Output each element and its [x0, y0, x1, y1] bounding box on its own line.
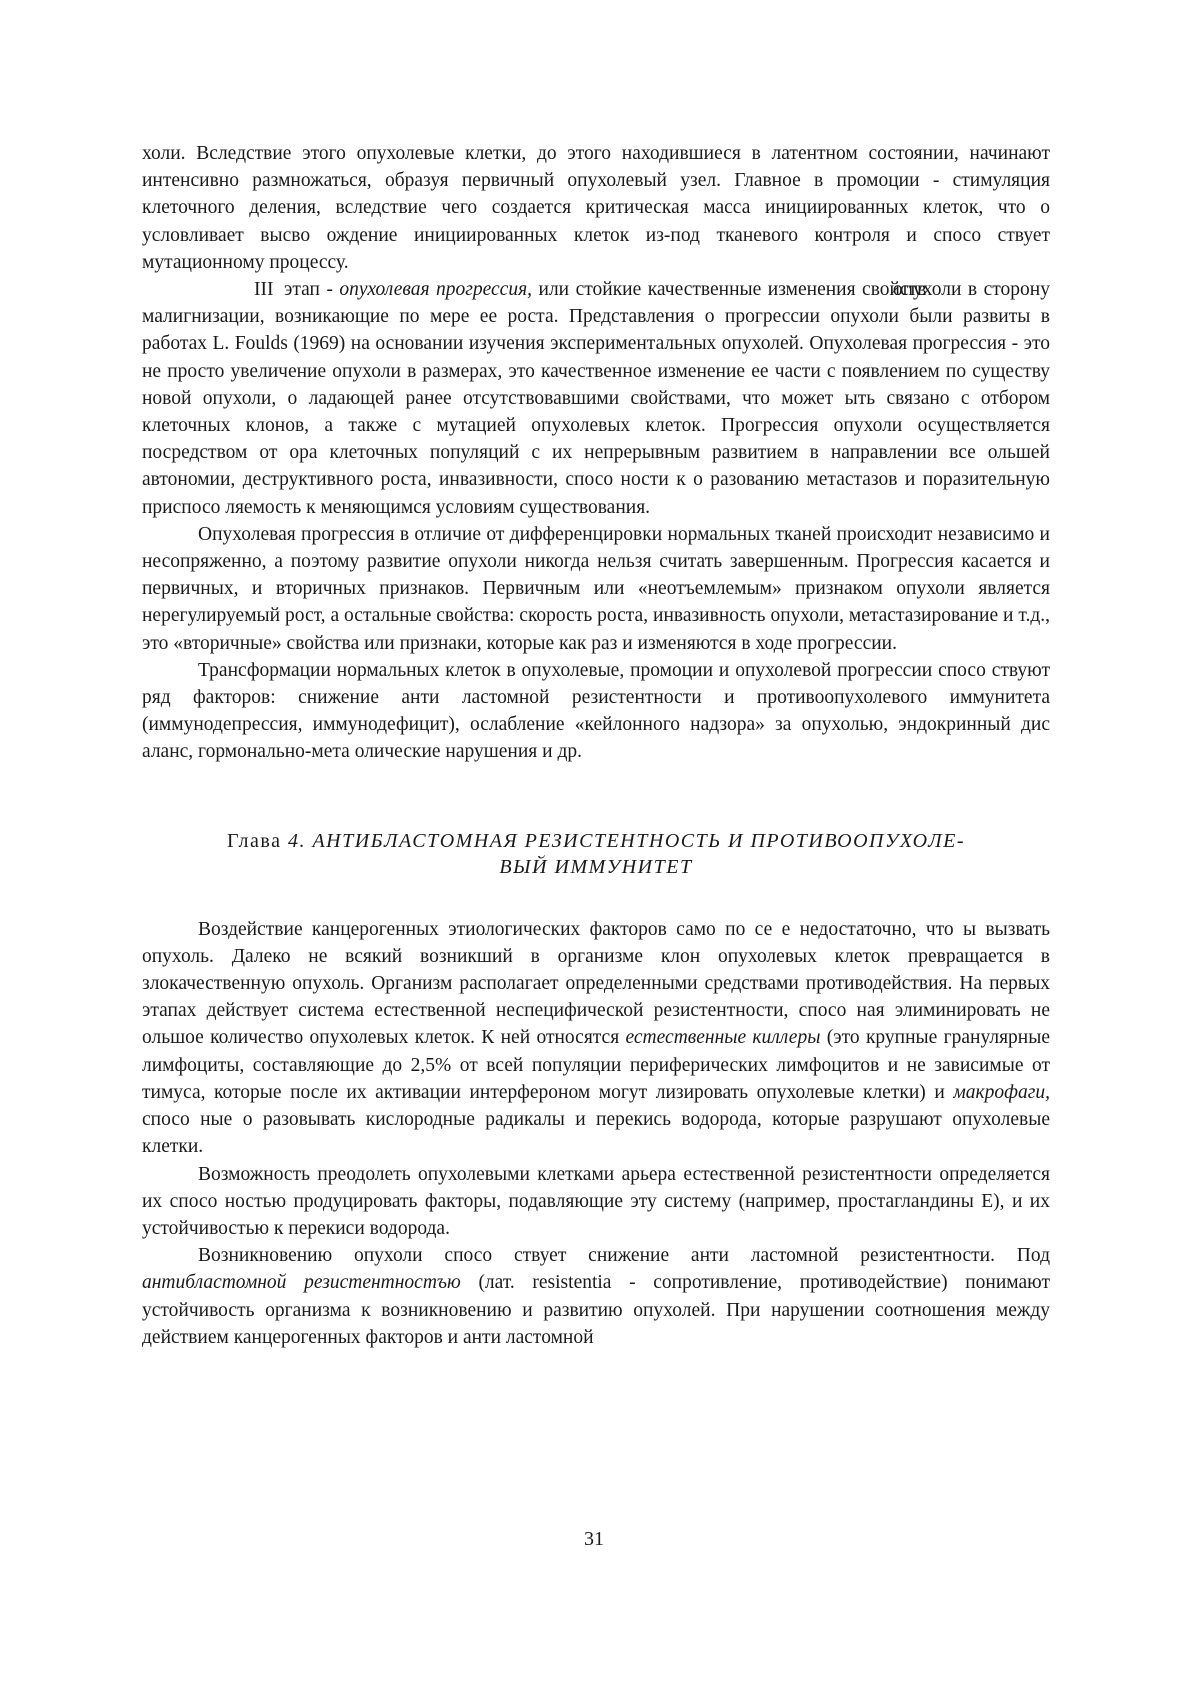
- text-run: Возникновению опухоли спосо ствует снижение анти ластомной резистентности. Под: [198, 1245, 1050, 1267]
- text-run: Воздействие канцерогенных этиологических факторов само по се е недостаточно, что ы вызвать опухоль. Далеко не всякий возникший в организме клон опухолевых клеток превращается в злокачественную опухоль. Организм располагает определенными средствами противодействия. На первых этапах действует система естественной неспецифической резистентности, спосо ная элиминировать не ольшое количество опухолевых клеток. К ней относятся: [142, 918, 1050, 1049]
- chapter-heading-line1: [142, 828, 1050, 854]
- stage-rest-first: или стойкие качественные изменения свойств: [532, 279, 927, 301]
- chapter-heading: [142, 828, 1050, 880]
- progression-first-line: [198, 279, 926, 300]
- chapter-title-line2: ВЫЙ ИММУНИТЕТ: [499, 855, 693, 878]
- paragraph-progression-independence: Опухолевая прогрессия в отличие от дифференцировки нормальных тканей происходит независимо и несопряженно, а поэтому развитие опухоли никогда нельзя считать завершенным. Прогрессия касается и первичных, и вторичных признаков. Первичным или «неотъемлемым» признаком опухоли является нерегулируемый рост, а остальные свойства: скорость роста, инвазивность опухоли, метастазирование и т.д., это «вторичные» свойства или признаки, которые как раз и изменяются в ходе прогрессии.: [142, 523, 1050, 654]
- paragraph-barrier: Возможность преодолеть опухолевыми клетками арьера естественной резистентности определяется их спосо ностью продуцировать факторы, подавляющие эту систему (например, простагландины Е), и их устойчивостью к перекиси водорода.: [142, 1163, 1050, 1239]
- text-run: (это крупные гранулярные лимфоциты, составляющие до 2,5% от всей популяции периферических лимфоцитов и не зависимые от тимуса, которые после их активации интерфероном могут лизировать опухолевые клетки) и: [142, 1027, 1050, 1103]
- stage-lead: этап -: [284, 279, 340, 301]
- paragraph-transformation-factors: Трансформации нормальных клеток в опухолевые, промоции и опухолевой прогрессии спосо ствуют ряд факторов: снижение анти ластомной резистентности и противоопухолевого иммунитета (иммунодепрессия, иммунодефицит), ослабление «кейлонного надзора» за опухолью, эндокринный дис аланс, гормонально-мета олические нарушения и др.: [142, 659, 1050, 763]
- text-run: (лат. resistentia - сопротивление, противодействие) понимают устойчивость организма к возникновению и развитию опухолей. При нарушении соотношения между действием канцерогенных факторов и анти ластомной: [142, 1272, 1050, 1348]
- text-run: спосо ные о разовывать кислородные радикалы и перекись водорода, которые разрушают опухолевые клетки.: [142, 1109, 1050, 1158]
- term-antiblastoma-resistance: антибластомной резистентностъю: [142, 1272, 461, 1294]
- paragraph-natural-resistance: [142, 916, 1050, 1161]
- term-tumor-progression: опухолевая прогрессия,: [339, 279, 533, 301]
- paragraph-antiblastoma-resistance: [142, 1242, 1050, 1351]
- page-body: [142, 140, 1050, 1351]
- paragraph-progression: [142, 276, 1050, 521]
- paragraph-promotion: холи. Вследствие этого опухолевые клетки, до этого находившиеся в латентном состоянии, начинают интенсивно размножаться, образуя первичный опухолевый узел. Главное в промоции - стимуляция клеточного деления, вследствие чего создается критическая масса инициированных клеток, что о условливает высво ождение инициированных клеток из-под тканевого контроля и спосо ствует мутационному процессу.: [142, 143, 1050, 273]
- page-number: 31: [584, 1528, 604, 1550]
- stage-number: III: [254, 279, 274, 301]
- chapter-title-line1: АНТИБЛАСТОМНАЯ РЕЗИСТЕНТНОСТЬ И ПРОТИВООПУХОЛЕ-: [305, 829, 965, 852]
- term-macrophages: макрофаги,: [953, 1081, 1050, 1103]
- term-natural-killers: естественные киллеры: [625, 1027, 821, 1049]
- chapter-number: 4.: [287, 829, 306, 852]
- chapter-label: Глава: [226, 829, 288, 852]
- stage-rest: опухоли в сторону малигнизации, возникающие по мере ее роста. Представления о прогрессии опухоли были развиты в работах L. Foulds (1969) на основании изучения экспериментальных опухолей. Опухолевая прогрессия - это не просто увеличение опухоли в размерах, это качественное изменение ее части с появлением по существу новой опухоли, о ладающей ранее отсутствовавшими свойствами, что может ыть связано с отбором клеточных клонов, а также с мутацией опухолевых клеток. Прогрессия опухоли осуществляется посредством от ора клеточных популяций с их непрерывным развитием в направлении все ольшей автономии, деструктивного роста, инвазивности, спосо ности к о разованию метастазов и поразительную приспосо ляемость к меняющимся условиям существования.: [142, 279, 1050, 518]
